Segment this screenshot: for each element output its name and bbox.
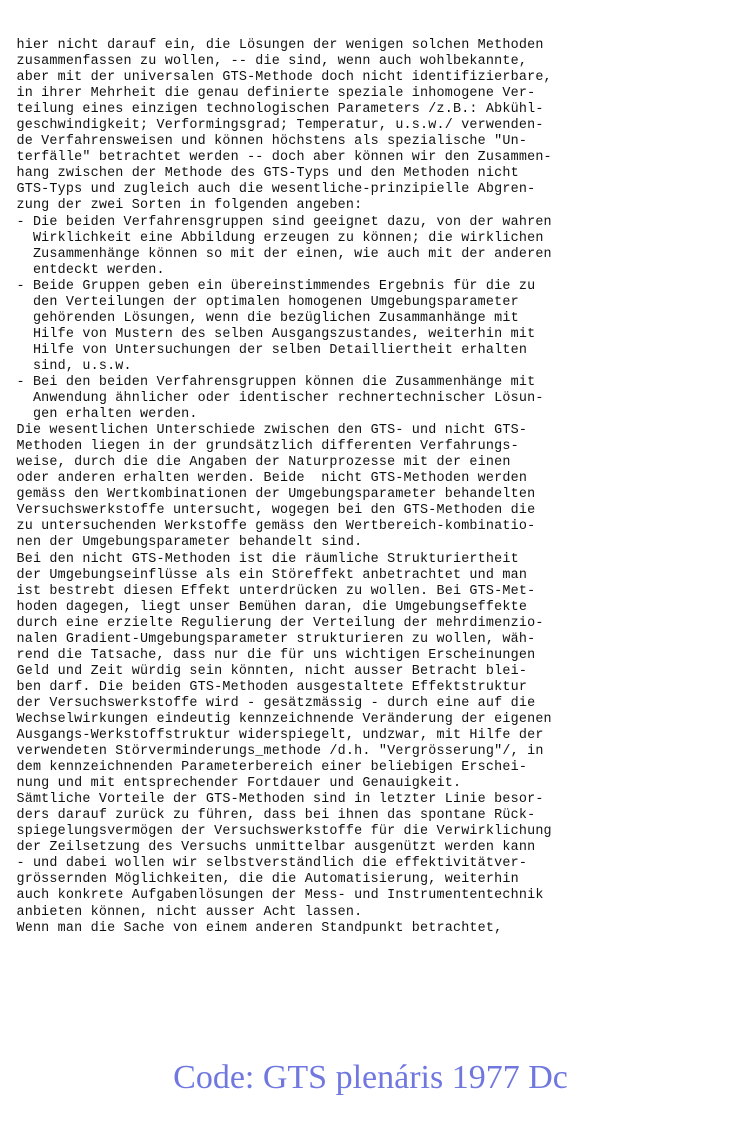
text-line: rend die Tatsache, dass nur die für uns wichtigen Erscheinungen: [0, 647, 536, 663]
text-line: dem kennzeichnenden Parameterbereich einer beliebigen Erschei-: [0, 760, 528, 776]
text-line: geschwindigkeit; Verformingsgrad; Temperatur, u.s.w./ verwenden-: [0, 118, 544, 134]
text-line: Wechselwirkungen eindeutig kennzeichnende Veränderung der eigenen: [0, 711, 552, 727]
text-line: gen erhalten werden.: [0, 407, 198, 423]
text-line: der Umgebungseinflüsse als ein Störeffekt anbetrachtet und man: [0, 567, 528, 583]
text-line: entdeckt werden.: [0, 262, 165, 278]
text-line: hoden dagegen, liegt unser Bemühen daran, die Umgebungseffekte: [0, 599, 528, 615]
text-line: hang zwischen der Methode des GTS-Typs und den Methoden nicht: [0, 166, 519, 182]
text-line: - Beide Gruppen geben ein übereinstimmendes Ergebnis für die zu: [0, 278, 536, 294]
text-line: de Verfahrensweisen und können höchstens als spezialische "Un-: [0, 134, 528, 150]
text-line: den Verteilungen der optimalen homogenen Umgebungsparameter: [0, 294, 519, 310]
text-line: Die wesentlichen Unterschiede zwischen den GTS- und nicht GTS-: [0, 423, 528, 439]
text-line: in ihrer Mehrheit die genau definierte speziale inhomogene Ver-: [0, 86, 536, 102]
text-line: - Die beiden Verfahrensgruppen sind geeignet dazu, von der wahren: [0, 214, 552, 230]
text-line: GTS-Typs und zugleich auch die wesentliche-prinzipielle Abgren-: [0, 182, 536, 198]
text-line: Hilfe von Untersuchungen der selben Detailliertheit erhalten: [0, 342, 528, 358]
text-line: teilung eines einzigen technologischen Parameters /z.B.: Abkühl-: [0, 102, 544, 118]
text-line: hier nicht darauf ein, die Lösungen der wenigen solchen Methoden: [0, 38, 544, 53]
typewritten-body: [0, 38, 741, 937]
text-line: sind, u.s.w.: [0, 358, 132, 374]
text-line: terfälle" betrachtet werden -- doch aber können wir den Zusammen-: [0, 150, 552, 166]
text-line: zung der zwei Sorten in folgenden angeben:: [0, 198, 363, 214]
text-line: oder anderen erhalten werden. Beide nicht GTS-Methoden werden: [0, 471, 528, 487]
document-code-label: Code: GTS plenáris 1977 Dc: [173, 1059, 568, 1096]
text-line: verwendeten Störverminderungs_methode /d.h. "Vergrösserung"/, in: [0, 744, 544, 760]
text-line: aber mit der universalen GTS-Methode doch nicht identifizierbare,: [0, 70, 552, 86]
text-line: ben darf. Die beiden GTS-Methoden ausgestaltete Effektstruktur: [0, 679, 528, 695]
text-line: Geld und Zeit würdig sein könnten, nicht ausser Betracht blei-: [0, 663, 528, 679]
text-line: zusammenfassen zu wollen, -- die sind, wenn auch wohlbekannte,: [0, 54, 528, 70]
text-line: zu untersuchenden Werkstoffe gemäss den Wertbereich-kombinatio-: [0, 519, 536, 535]
text-line: Hilfe von Mustern des selben Ausgangszustandes, weiterhin mit: [0, 326, 536, 342]
text-line: auch konkrete Aufgabenlösungen der Mess- und Instrumententechnik: [0, 888, 544, 904]
text-line: Versuchswerkstoffe untersucht, wogegen bei den GTS-Methoden die: [0, 503, 536, 519]
text-line: Wirklichkeit eine Abbildung erzeugen zu können; die wirklichen: [0, 230, 544, 246]
text-line: durch eine erzielte Regulierung der Verteilung der mehrdimenzio-: [0, 615, 544, 631]
text-line: ders darauf zurück zu führen, dass bei ihnen das spontane Rück-: [0, 808, 536, 824]
text-line: der Versuchswerkstoffe wird - gesätzmässig - durch eine auf die: [0, 695, 536, 711]
text-line: - und dabei wollen wir selbstverständlich die effektivitätver-: [0, 856, 528, 872]
text-line: gehörenden Lösungen, wenn die bezüglichen Zusammanhänge mit: [0, 310, 519, 326]
text-line: Methoden liegen in der grundsätzlich differenten Verfahrungs-: [0, 439, 519, 455]
text-line: - Bei den beiden Verfahrensgruppen können die Zusammenhänge mit: [0, 374, 536, 390]
text-line: gemäss den Wertkombinationen der Umgebungsparameter behandelten: [0, 487, 536, 503]
text-line: grössernden Möglichkeiten, die die Automatisierung, weiterhin: [0, 872, 519, 888]
text-line: Ausgangs-Werkstoffstruktur widerspiegelt, undzwar, mit Hilfe der: [0, 728, 544, 744]
text-line: Anwendung ähnlicher oder identischer rechnertechnischer Lösun-: [0, 391, 544, 407]
text-line: Bei den nicht GTS-Methoden ist die räumliche Strukturiertheit: [0, 551, 519, 567]
text-line: nalen Gradient-Umgebungsparameter strukturieren zu wollen, wäh-: [0, 631, 536, 647]
text-line: der Zeilsetzung des Versuchs unmittelbar ausgenützt werden kann: [0, 840, 536, 856]
text-line: Sämtliche Vorteile der GTS-Methoden sind in letzter Linie besor-: [0, 792, 544, 808]
text-line: weise, durch die die Angaben der Naturprozesse mit der einen: [0, 455, 511, 471]
text-line: Wenn man die Sache von einem anderen Standpunkt betrachtet,: [0, 920, 503, 936]
text-line: nung und mit entsprechender Fortdauer und Genauigkeit.: [0, 776, 462, 792]
text-line: Zusammenhänge können so mit der einen, wie auch mit der anderen: [0, 246, 552, 262]
text-line: anbieten können, nicht ausser Acht lassen.: [0, 904, 363, 920]
text-line: nen der Umgebungsparameter behandelt sind.: [0, 535, 363, 551]
text-line: spiegelungsvermögen der Versuchswerkstoffe für die Verwirklichung: [0, 824, 552, 840]
text-line: ist bestrebt diesen Effekt unterdrücken zu wollen. Bei GTS-Met-: [0, 583, 536, 599]
